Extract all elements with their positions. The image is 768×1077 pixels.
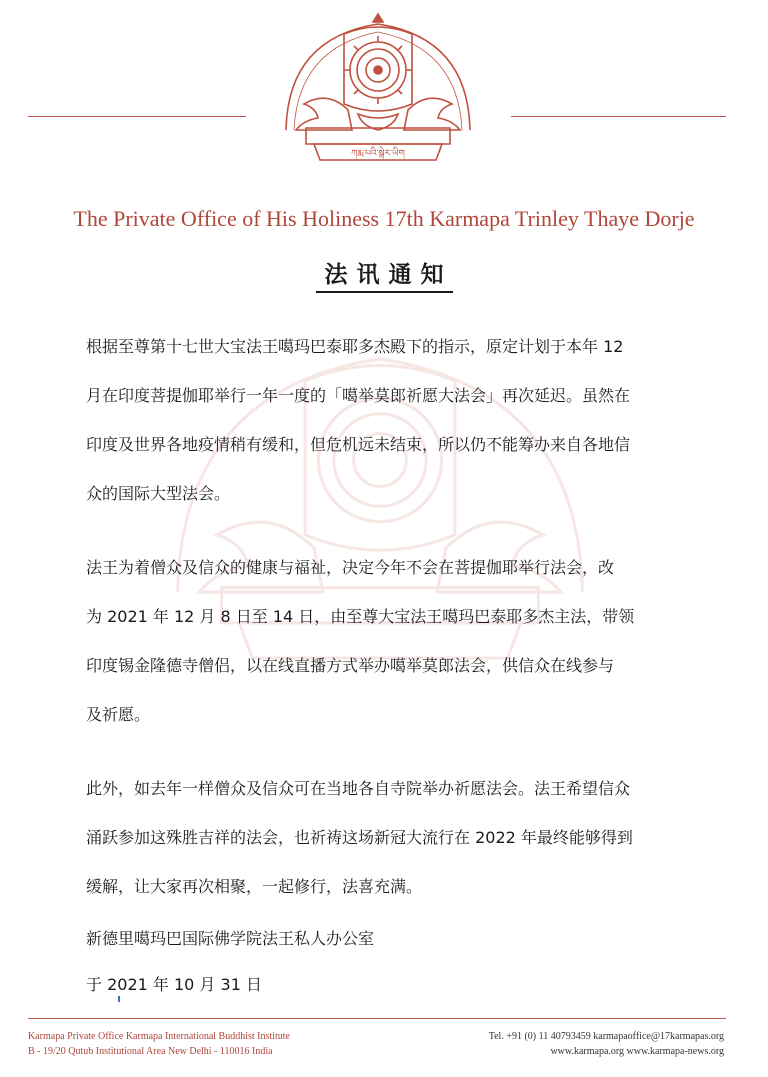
footer-websites-line: www.karmapa.org www.karmapa-news.org xyxy=(550,1046,724,1057)
footer-office-line: Karmapa Private Office Karmapa International Buddhist Institute xyxy=(28,1031,290,1042)
footer-rule xyxy=(28,1018,726,1019)
paragraph-line: 法王为着僧众及信众的健康与福祉，决定今年不会在菩提伽耶举行法会，改 xyxy=(86,558,615,577)
svg-text:ཀརྨ་པའི་སྒེར་ཡིག: ཀརྨ་པའི་སྒེར་ཡིག xyxy=(351,149,405,159)
paragraph-line: 此外，如去年一样僧众及信众可在当地各自寺院举办祈愿法会。法王希望信众 xyxy=(86,779,631,798)
footer-contact-line: Tel. +91 (0) 11 40793459 karmapaoffice@17karmapas.org xyxy=(488,1031,724,1042)
footer-address-line: B - 19/20 Qutub Institutional Area New Delhi - 110016 India xyxy=(28,1046,273,1057)
document-date: 于 2021 年 10 月 31 日 xyxy=(86,975,262,994)
footer-contact xyxy=(489,1029,724,1059)
paragraph-1 xyxy=(86,322,690,518)
paragraph-3 xyxy=(86,764,690,911)
paragraph-line: 印度锡金隆德寺僧侣，以在线直播方式举办噶举莫郎法会，供信众在线参与 xyxy=(86,656,615,675)
document-title xyxy=(0,256,768,289)
karmapa-crest-icon xyxy=(278,10,478,180)
footer-address xyxy=(28,1029,290,1059)
paragraph-line: 涌跃参加这殊胜吉祥的法会，也祈祷这场新冠大流行在 2022 年最终能够得到 xyxy=(86,828,633,847)
paragraph-2 xyxy=(86,543,690,739)
paragraph-line: 根据至尊第十七世大宝法王噶玛巴泰耶多杰殿下的指示，原定计划于本年 12 xyxy=(86,337,624,356)
header-rule-right xyxy=(511,116,726,117)
signature-line: 新德里噶玛巴国际佛学院法王私人办公室 xyxy=(86,929,375,948)
paragraph-line: 月在印度菩提伽耶举行一年一度的「噶举莫郎祈愿大法会」再次延迟。虽然在 xyxy=(86,386,631,405)
paragraph-line: 及祈愿。 xyxy=(86,705,151,724)
header-rule-left xyxy=(28,116,246,117)
ink-mark xyxy=(118,996,120,1002)
paragraph-line: 缓解，让大家再次相聚，一起修行，法喜充满。 xyxy=(86,877,423,896)
office-title: The Private Office of His Holiness 17th Karmapa Trinley Thaye Dorje xyxy=(73,206,695,231)
document-title-text: 法讯通知 xyxy=(316,262,453,293)
paragraph-line: 为 2021 年 12 月 8 日至 14 日，由至尊大宝法王噶玛巴泰耶多杰主法，带领 xyxy=(86,607,635,626)
paragraph-line: 印度及世界各地疫情稍有缓和，但危机远未结束，所以仍不能筹办来自各地信 xyxy=(86,435,631,454)
paragraph-line: 众的国际大型法会。 xyxy=(86,484,231,503)
